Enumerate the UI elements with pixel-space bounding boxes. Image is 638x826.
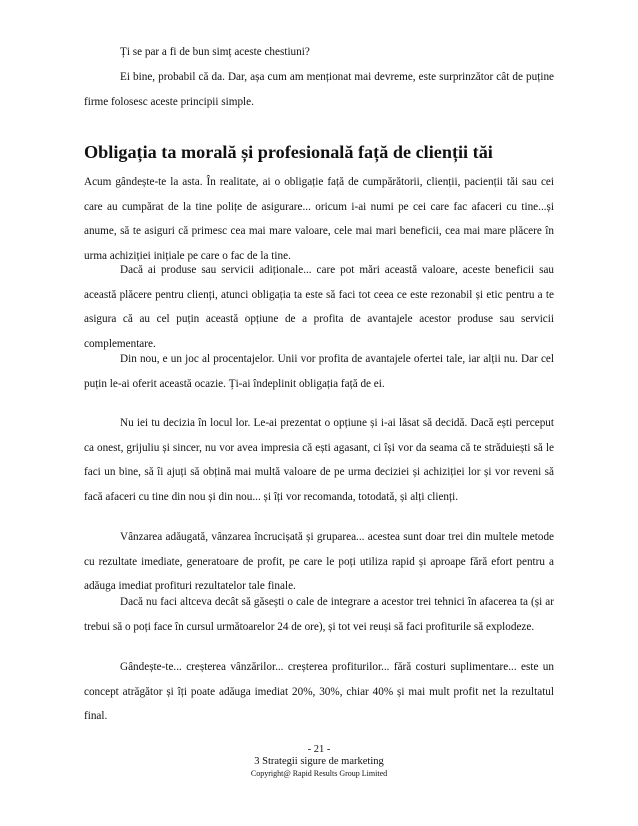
section-heading: Obligația ta morală și profesională față de clienții tăi [84,142,493,162]
paragraph-upsell-methods: Vânzarea adăugată, vânzarea încrucișată și gruparea... acestea sunt doar trei din multele metode cu rezultate imediate, generatoare de profit, pe care le poți utiliza rapid și aproape fără efort pentru a adăuga imediat profituri rezultatelor tale finale. [84,531,554,592]
page-footer [0,744,638,779]
page-number: - 21 - [307,744,331,755]
paragraph-integration: Dacă nu faci altceva decât să găsești o cale de integrare a acestor trei tehnici în afacerea ta (și ar trebui să o poți face în cursul următoarelor 24 de ore), și tot vei reuși să faci profiturile să explodeze. [84,596,554,633]
paragraph-concept: Gândește-te... creșterea vânzărilor... creșterea profiturilor... fără costuri suplimentare... este un concept atrăgător și îți poate adăuga imediat 20%, 30%, chiar 40% și mai mult profit net la rezultatul final. [84,661,554,722]
paragraph-additional-products: Dacă ai produse sau servicii adiționale... care pot mări această valoare, aceste beneficii sau această plăcere pentru clienți, atunci obligația ta este să faci tot ceea ce este rezonabil și etic pentru a te asigura că au cel puțin această opțiune de a profita de avantajele acestor produse sau servicii complementare. [84,264,554,350]
book-title: 3 Strategii sigure de marketing [254,756,384,767]
paragraph-decision: Nu iei tu decizia în locul lor. Le-ai prezentat o opțiune și i-ai lăsat să decidă. Dacă ești perceput ca onest, grijuliu și sincer, nu vor avea impresia că ești agasant, ci își vor da seama că te străduiești să le faci un bine, să îi ajuți să obțină mai multă valoare de pe urma deciziei și achiziției lor și vor reveni să facă afaceri cu tine din nou și din nou... și îți vor recomanda, totodată, și alți clienți. [84,417,554,503]
paragraph-intro-question: Ți se par a fi de bun simț aceste chestiuni? [120,46,310,58]
copyright-notice: Copyright@ Rapid Results Group Limited [250,769,388,778]
paragraph-intro-answer: Ei bine, probabil că da. Dar, așa cum am menționat mai devreme, este surprinzător cât de puține firme folosesc aceste principii simple. [84,71,554,108]
paragraph-percentages: Din nou, e un joc al procentajelor. Unii vor profita de avantajele ofertei tale, iar alții nu. Dar cel puțin le-ai oferit această ocazie. Ți-ai îndeplinit obligația față de ei. [84,353,554,390]
paragraph-obligation: Acum gândește-te la asta. În realitate, ai o obligație față de cumpărătorii, clienții, pacienții tăi sau cei care au cumpărat de la tine polițe de asigurare... oricum i-ai numi pe cei care fac afaceri cu tine...și anume, să te asiguri că primesc cea mai mare valoare, cele mai mari beneficii, cea mai mare plăcere în urma achiziției inițiale pe care o fac de la tine. [84,176,554,262]
